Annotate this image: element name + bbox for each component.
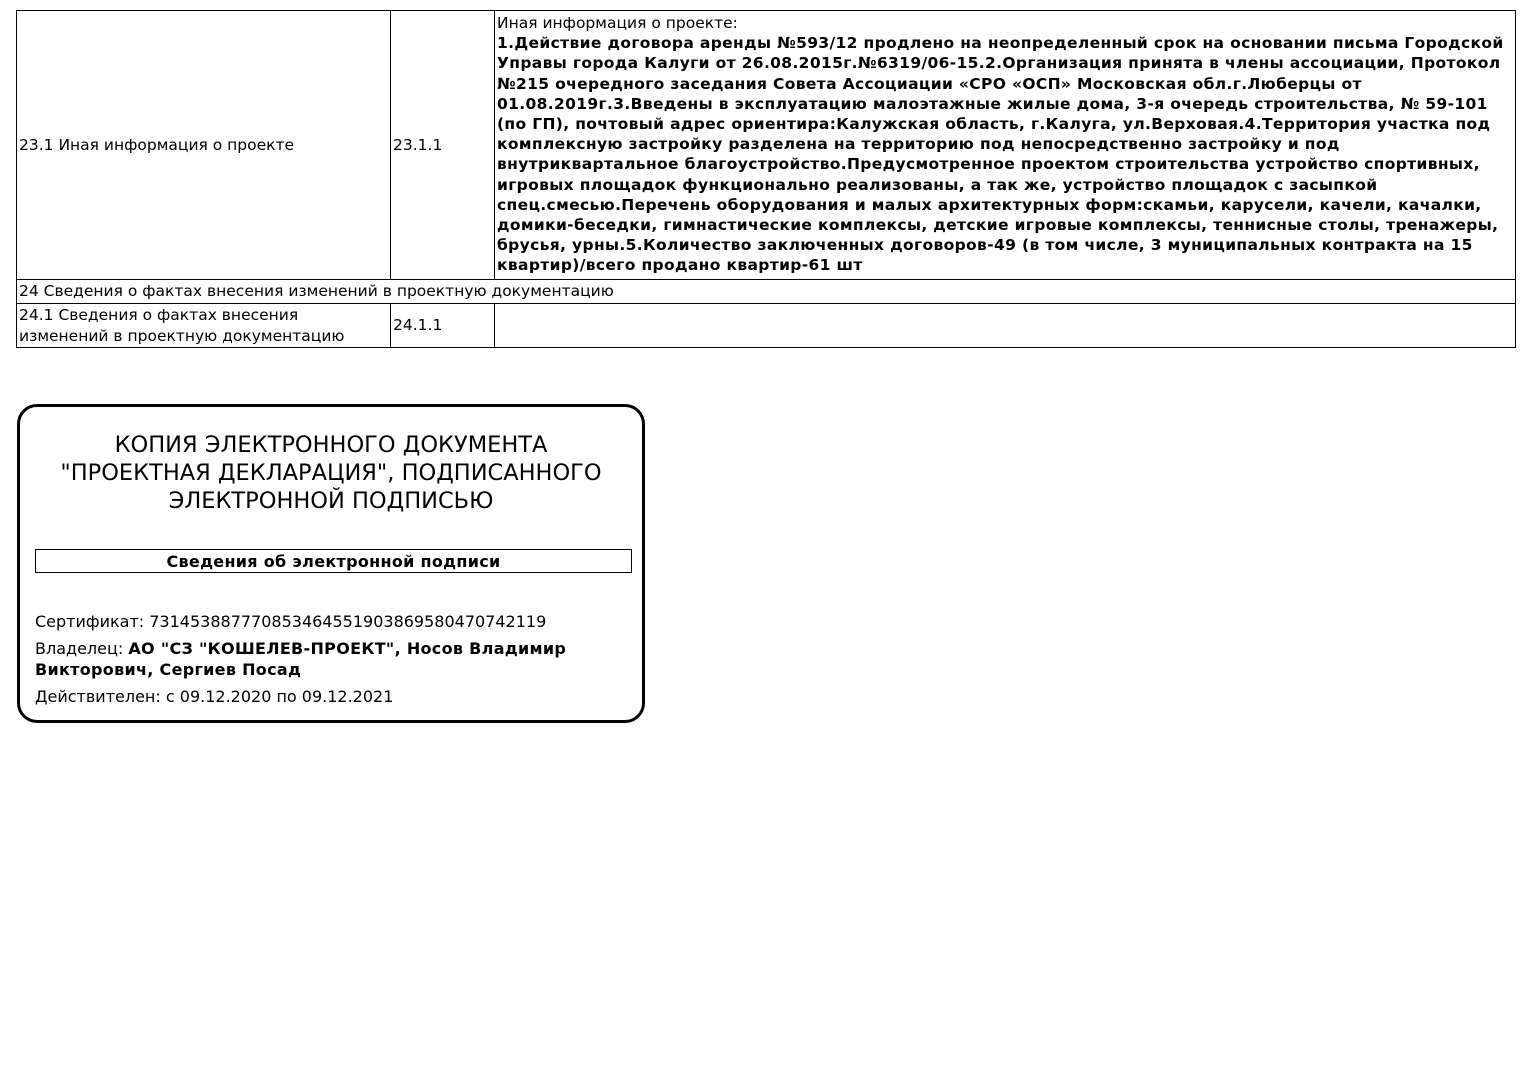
validity-value: с 09.12.2020 по 09.12.2021 xyxy=(165,687,394,706)
row-23-1-label: 23.1 Иная информация о проекте xyxy=(17,11,391,280)
certificate-value: 73145388777085346455190386958047074211​9 xyxy=(149,612,547,631)
row-23-1-info-text: 1.Действие договора аренды №593/12 продлено на неопределенный срок на основании письма Городской Управы города Калуги от 26.08.2015г.№6319/06-15.2.Организация принята в члены ассоциации, Протокол №215 очередного заседания Совета Ассоциации «СРО «ОСП» Московская обл.г.Люберцы от 01.08.2019г.3.Введены в эксплуатацию малоэтажные жилые дома, 3-я очередь строительства, № 59-101 (по ГП), почтовый адрес ориентира:Калужская область, г.Калуга, ул.Верховая.4.Территория участка под комплексную застройку разделена на территорию под непосредственно застройку и под внутриквартальное благоустройство.Предусмотренное проектом строительства устройство спортивных, игровых площадок функционально реализованы, а так же, устройство площадок с засыпкой спец.смесью.Перечень оборудования и малых архитектурных форм:скамьи, карусели, качели, качалки, домики-беседки, гимнастические комплексы, детские игровые комплексы, теннисные столы, тренажеры, брусья, урны.5.Количество заключенных договоров-49 (в том числе, 3 муниципальных контракта на 15 квартир)/всего продано квартир-61 шт xyxy=(497,34,1504,275)
row-23-1-info xyxy=(495,11,1516,280)
validity-label: Действителен: xyxy=(35,687,161,706)
signature-info-header: Сведения об электронной подписи xyxy=(35,549,632,573)
electronic-signature-stamp xyxy=(17,404,645,723)
row-24-1-value xyxy=(495,304,1516,348)
section-24-heading: 24 Сведения о фактах внесения изменений в проектную документацию xyxy=(17,280,1516,304)
declaration-table xyxy=(16,10,1516,348)
row-24-1-label: 24.1 Сведения о фактах внесения изменений в проектную документацию xyxy=(17,304,391,348)
row-24-1-code: 24.1.1 xyxy=(391,304,495,348)
owner-line xyxy=(35,638,595,680)
row-23-1-info-heading: Иная информация о проекте: xyxy=(497,14,738,32)
section-24-row xyxy=(17,280,1516,304)
certificate-line xyxy=(35,611,595,632)
owner-value: АО "СЗ "КОШЕЛЕВ-ПРОЕКТ", Носов Владимир Викторович, Сергиев Посад xyxy=(35,639,567,679)
table-row-23-1 xyxy=(17,11,1516,280)
stamp-title: КОПИЯ ЭЛЕКТРОННОГО ДОКУМЕНТА "ПРОЕКТНАЯ ДЕКЛАРАЦИЯ", ПОДПИСАННОГО ЭЛЕКТРОННОЙ ПОДПИСЬЮ xyxy=(60,432,602,514)
certificate-label: Сертификат: xyxy=(35,612,145,631)
table-row-24-1 xyxy=(17,304,1516,348)
row-23-1-code: 23.1.1 xyxy=(391,11,495,280)
owner-label: Владелец: xyxy=(35,639,124,658)
validity-line xyxy=(35,686,595,707)
